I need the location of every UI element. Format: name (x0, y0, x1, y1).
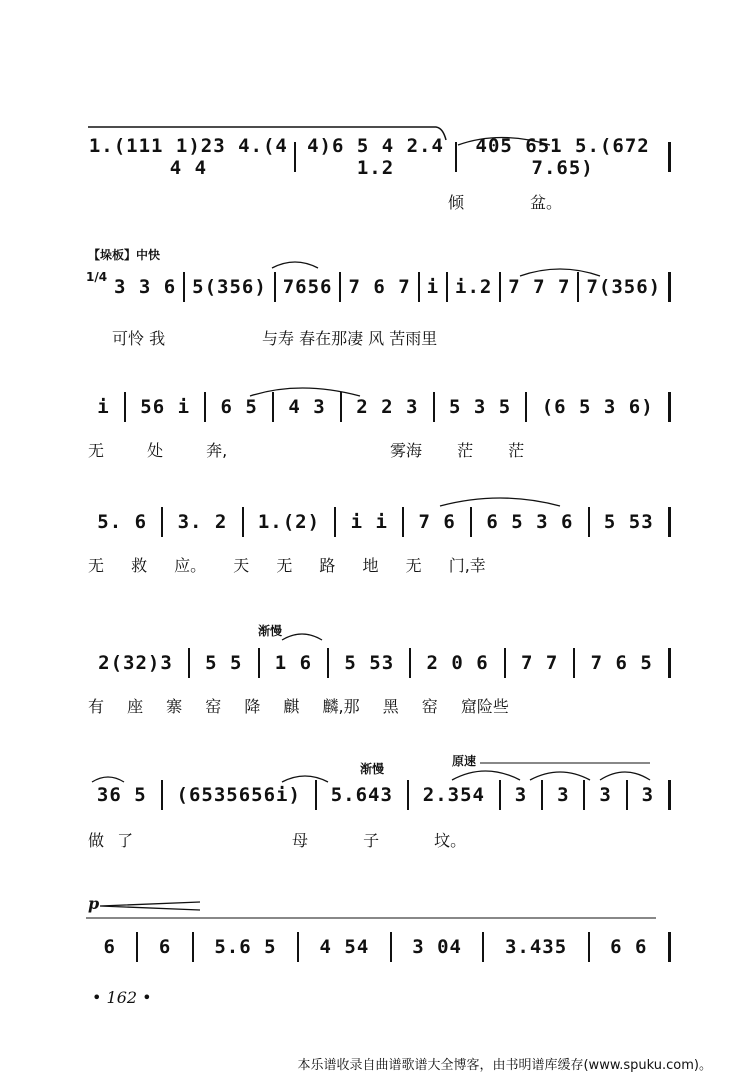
measure: i (97, 396, 110, 418)
measure: 3 04 (412, 936, 462, 958)
notes-row (86, 930, 674, 964)
measure: 7 7 7 (508, 276, 571, 298)
barline (124, 392, 126, 422)
measure: 2(32)3 (98, 652, 173, 674)
barline (455, 142, 457, 172)
measure: 7656 (282, 276, 333, 298)
measure: i.2 (455, 276, 493, 298)
barline (541, 780, 543, 810)
measure: i (426, 276, 440, 298)
measure: 4 3 (288, 396, 326, 418)
measure: 6 (103, 936, 116, 958)
lyric: 无 救 应。 天 无 路 地 无 门,幸 (88, 556, 486, 575)
measure: 5 5 (205, 652, 243, 674)
barline (583, 780, 585, 810)
barline (136, 932, 138, 962)
barline (573, 648, 575, 678)
notes-row (86, 505, 674, 539)
measure: 405 651 5.(672 7.65) (475, 135, 650, 179)
measure: 2.354 (422, 784, 485, 806)
measure: 5(356) (192, 276, 267, 298)
barline (274, 272, 276, 302)
lyric: 倾 (448, 193, 465, 212)
lyric: 雾海 茫 茫 (390, 441, 525, 460)
footer-note: 本乐谱收录自曲谱歌谱大全博客，由书明谱库缓存(www.spuku.com)。 (297, 1058, 712, 1073)
barline (668, 272, 671, 302)
barline (525, 392, 527, 422)
measure: 6 6 (610, 936, 648, 958)
measure: 3.435 (504, 936, 568, 958)
barline (418, 272, 420, 302)
measure: 3 (599, 784, 612, 806)
barline (183, 272, 185, 302)
measure: 3 3 6 (113, 276, 177, 298)
tempo-marking: 原速 (452, 754, 477, 768)
measure: i i (350, 511, 388, 533)
lyric: 做 了 (88, 831, 134, 850)
measure: 1 6 (274, 652, 313, 674)
measure: 5 3 5 (449, 396, 512, 418)
notes-row (86, 646, 674, 680)
barline (334, 507, 336, 537)
barline (258, 648, 260, 678)
measure: 5.643 (330, 784, 393, 806)
barline (407, 780, 409, 810)
measure: 7 6 7 (348, 276, 411, 298)
measure: 6 5 3 6 (486, 511, 574, 533)
measure: 7 6 5 (590, 652, 653, 674)
barline (626, 780, 628, 810)
measure: 2 0 6 (426, 652, 489, 674)
barline (588, 507, 590, 537)
notes-row (110, 270, 674, 304)
measure: 6 (158, 936, 172, 958)
lyric: 母 子 坟。 (292, 831, 467, 850)
barline (446, 272, 448, 302)
barline (577, 272, 579, 302)
measure: 3 (641, 784, 655, 806)
barline (668, 392, 671, 422)
barline (272, 392, 274, 422)
barline (668, 780, 671, 810)
barline (668, 142, 671, 172)
barline (161, 507, 163, 537)
lyric: 盆。 (530, 193, 563, 212)
measure: 3 (557, 784, 570, 806)
barline (188, 648, 190, 678)
measure: (6535656i) (176, 784, 301, 806)
barline (204, 392, 206, 422)
barline (482, 932, 484, 962)
notes-row (86, 135, 674, 179)
measure: 7 7 (520, 652, 559, 674)
barline (192, 932, 194, 962)
measure: 1.(111 1)23 4.(4 4 4 (88, 135, 288, 179)
barline (499, 272, 501, 302)
barline (390, 932, 392, 962)
barline (668, 648, 671, 678)
barline (588, 932, 590, 962)
page-number: • 162 • (92, 988, 152, 1007)
measure: 56 i (140, 396, 191, 418)
notes-row (86, 390, 674, 424)
measure: 5.6 5 (214, 936, 277, 958)
measure: 4)6 5 4 2.4 1.2 (307, 135, 444, 179)
lyric: 与寿 春在那凄 风 苦雨里 (262, 329, 438, 348)
barline (242, 507, 244, 537)
section-label: 【垛板】中快 (88, 248, 161, 262)
lyric: 有 座 寨 窑 降 麒 麟,那 黑 窑 窟险些 (88, 697, 509, 716)
measure: 1.(2) (257, 511, 321, 533)
lyric: 可怜 我 (112, 329, 166, 348)
barline (297, 932, 299, 962)
measure: 2 2 3 (356, 396, 419, 418)
barline (433, 392, 435, 422)
barline (668, 507, 671, 537)
barline (339, 272, 341, 302)
measure: 4 54 (319, 936, 370, 958)
barline (294, 142, 296, 172)
measure: 7(356) (586, 276, 662, 298)
measure: 5 53 (344, 652, 395, 674)
barline (470, 507, 472, 537)
barline (327, 648, 329, 678)
barline (340, 392, 342, 422)
measure: 6 5 (220, 396, 258, 418)
barline (161, 780, 163, 810)
barline (409, 648, 411, 678)
measure: 3. 2 (177, 511, 228, 533)
measure: 5. 6 (97, 511, 148, 533)
barline (499, 780, 501, 810)
measure: 36 5 (96, 784, 147, 806)
lyric: 无 处 奔, (88, 441, 228, 460)
measure: 3 (514, 784, 528, 806)
barline (315, 780, 317, 810)
time-signature: 1/4 (86, 270, 108, 284)
barline (402, 507, 404, 537)
dynamic-marking: p (88, 894, 100, 913)
notes-row (86, 778, 674, 812)
measure: (6 5 3 6) (541, 396, 654, 418)
measure: 7 6 (418, 511, 456, 533)
barline (504, 648, 506, 678)
measure: 5 53 (603, 511, 654, 533)
tempo-marking: 渐慢 (360, 762, 385, 776)
tempo-marking: 渐慢 (258, 624, 283, 638)
barline (668, 932, 671, 962)
